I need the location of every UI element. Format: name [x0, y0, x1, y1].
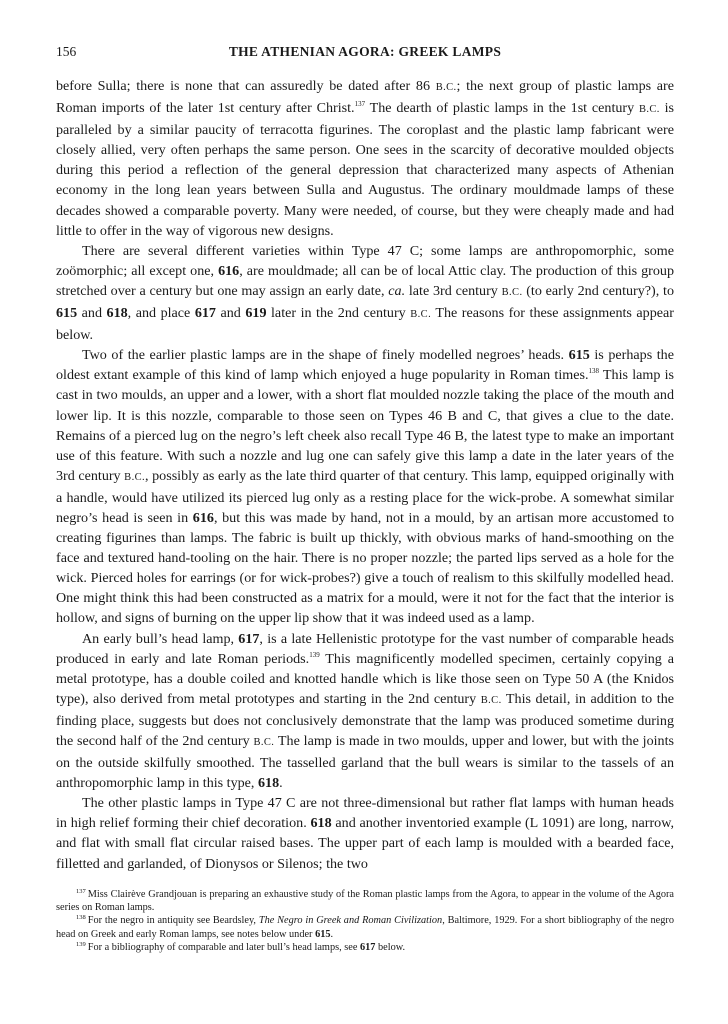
text-run: (to early 2nd century?), to: [522, 282, 675, 299]
paragraph: [56, 629, 674, 794]
text-run: below.: [375, 942, 406, 954]
text-run: The lamp is made in two moulds, upper and lower, but with the joints on the outside skilfully smoothed. The tasselled garland that the bull wears is similar to the tassels of an anthropomorphic lamp in this type,: [56, 733, 674, 792]
catalog-number: 616: [192, 509, 214, 526]
footnote: [56, 888, 674, 915]
paragraph: [56, 241, 674, 345]
text-run: , possibly as early as the late third quarter of that century. This lamp, equipped originally with a handle, would have utilized its pierced lug only as a resting place for the wick-probe. A somewhat similar negro’s head is seen in: [56, 467, 674, 526]
catalog-number: 615: [56, 305, 78, 322]
text-run: , are mouldmade; all can be of local Attic clay. The production of this group stretched over a century but one may assign an early date,: [56, 262, 675, 299]
catalog-number: 615: [315, 928, 331, 940]
text-run: , and place: [127, 305, 195, 322]
text-run: For a bibliography of comparable and later bull’s head lamps, see: [87, 942, 360, 954]
footnote-ref: 137: [76, 887, 86, 895]
text-run: late 3rd century: [405, 282, 502, 299]
text-run: There are several different varieties within Type 47 C; some lamps are anthropomorphic, some zoömorphic; all except one,: [56, 242, 674, 279]
running-header: [56, 44, 674, 66]
text-run: Miss Clairève Grandjouan is preparing an exhaustive study of the Roman plastic lamps from the Agora, to appear in the volume of the Agora series on Roman lamps.: [56, 888, 674, 914]
small-caps-text: B.C.: [638, 104, 660, 116]
catalog-number: 617: [194, 305, 216, 322]
small-caps-text: B.C.: [253, 737, 275, 748]
small-caps-text: B.C.: [124, 471, 146, 483]
footnote: [56, 914, 674, 941]
text-run: and another inventoried example (L 1091) are long, narrow, and flat with small flat circular raised bases. The upper part of each lamp is moulded with a bearded face, filletted and garlanded, of Dionysos or Silenos; the two: [56, 815, 674, 872]
text-run: ; the next group of plastic lamps are Roman imports of the later 1st century after Christ.: [56, 78, 675, 117]
italic-text: ca.: [388, 282, 406, 299]
italic-text: The Negro in Greek and Roman Civilization: [258, 915, 443, 927]
catalog-number: 618: [257, 775, 280, 792]
text-run: This magnificently modelled specimen, certainly copying a metal prototype, has a double coiled and knotted handle which is like those seen on Type 50 A (the Knidos type), also derived from metal prototypes and starting in the 2nd century: [56, 650, 674, 707]
catalog-number: 618: [310, 815, 332, 832]
text-run: This detail, in addition to the finding place, suggests but does not conclusively demonstrate that the lamp was produced sometime during the second half of the 2nd century: [56, 690, 674, 749]
text-run: , is a late Hellenistic prototype for the vast number of comparable heads produced in early and late Roman periods.: [56, 630, 674, 667]
page-number: 156: [56, 44, 77, 59]
catalog-number: 616: [218, 262, 240, 279]
text-run: is paralleled by a similar paucity of terracotta figurines. The coroplast and the plastic lamp fabricant were closely allied, very often perhaps the same person. One sees in the scarcity of decorative moulded objects during this period a reflection of the general depression that characterized many aspects of Athenian economy in the long lean years between Sulla and Augustus. The ordinary mouldmade lamps of these decades showed a comparable poverty. Many were needed, of course, but they were cheaply made and had little to offer in the way of vigorous new designs.: [56, 100, 674, 239]
text-run: , but this was made by hand, not in a mould, by an artisan more accustomed to creating figurines than lamps. The fabric is built up thickly, with obvious marks of hand-smoothing on the face and textured hand-tooling on the hair. There is no proper nozzle; the parted lips served as a hole for the wick. Pierced holes for earrings (or for wick-probes?) give a touch of realism to this skilfully modelled head. One might think this had been constructed as a matrix for a mould, were it not for the fact that the interior is hollow, and signs of burning on the upper lip show that it was indeed used as a lamp.: [56, 509, 674, 627]
footnote-ref: 138: [588, 367, 599, 376]
text-run: and: [77, 305, 107, 322]
paragraph: [56, 76, 674, 241]
text-run: Two of the earlier plastic lamps are in the shape of finely modelled negroes’ heads.: [82, 347, 569, 364]
catalog-number: 619: [245, 305, 267, 322]
footnote-ref: 139: [76, 941, 86, 949]
text-run: .: [330, 928, 334, 940]
text-run: is perhaps the oldest extant example of this kind of lamp which enjoyed a huge popularity in Roman times.: [56, 347, 674, 384]
small-caps-text: B.C.: [410, 309, 432, 321]
small-caps-text: B.C.: [480, 694, 502, 706]
catalog-number: 617: [359, 942, 376, 954]
text-run: An early bull’s head lamp,: [82, 630, 239, 647]
paragraph: [56, 793, 674, 873]
text-run: For the negro in antiquity see Beardsley,: [87, 915, 259, 927]
text-run: .: [279, 775, 283, 792]
text-run: The other plastic lamps in Type 47 C are not three-dimensional but rather flat lamps with human heads in high relief forming their chief decoration.: [56, 795, 674, 832]
text-run: The dearth of plastic lamps in the 1st century: [365, 100, 639, 117]
footnote-ref: 137: [354, 100, 366, 109]
footnote-ref: 138: [76, 914, 86, 922]
text-run: The reasons for these assignments appear below.: [56, 305, 674, 344]
text-run: This lamp is cast in two moulds, an upper and a lower, with a short flat moulded nozzle taking the place of the mouth and lower lip. It is this nozzle, comparable to those seen on Types 46 B and C, that gives a clue to the date. Remains of a pierced lug on the negro’s left cheek also recall Type 46 B, the latest type to make an important use of this feature. With such a nozzle and lug one can safely give this lamp a date in the later years of the 3rd century: [56, 367, 674, 484]
footnote: [56, 941, 674, 954]
running-title: THE ATHENIAN AGORA: GREEK LAMPS: [228, 44, 502, 59]
text-run: before Sulla; there is none that can assuredly be dated after 86: [56, 78, 436, 94]
body-text: [56, 76, 674, 874]
text-run: and: [215, 305, 246, 322]
small-caps-text: B.C.: [435, 82, 457, 93]
footnote-ref: 139: [309, 650, 320, 659]
text-run: later in the 2nd century: [266, 305, 411, 322]
catalog-number: 615: [568, 347, 590, 364]
catalog-number: 618: [106, 305, 128, 322]
footnotes: [56, 888, 674, 955]
catalog-number: 617: [238, 630, 260, 647]
small-caps-text: B.C.: [501, 286, 523, 298]
text-run: , Baltimore, 1929. For a short bibliography of the negro head on Greek and early Roman lamps, see notes below under: [56, 915, 674, 940]
paragraph: [56, 345, 674, 628]
